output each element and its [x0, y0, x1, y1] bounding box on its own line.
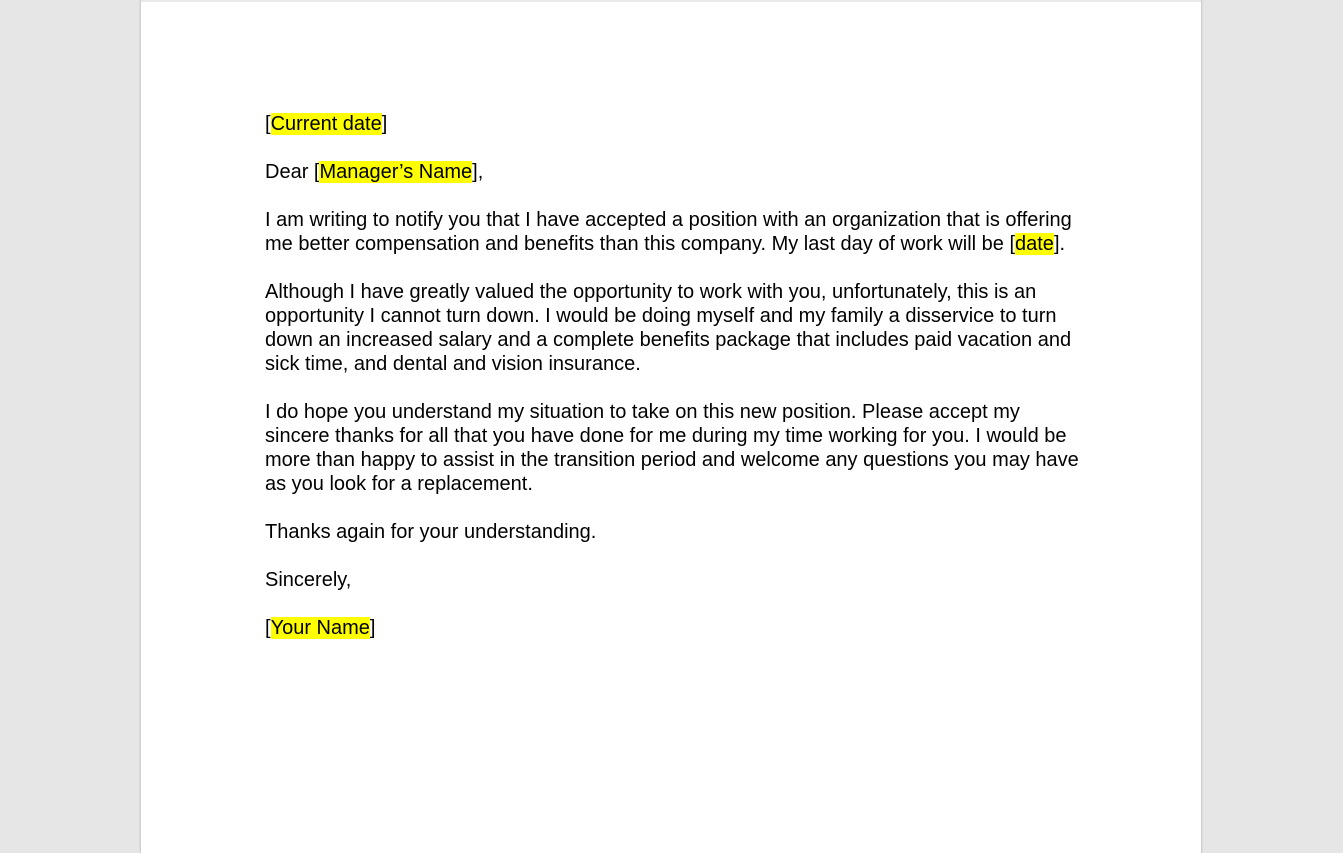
date-bracket-close: ] [381, 113, 388, 135]
closing: Sincerely, [265, 569, 352, 591]
paragraph-notice [265, 208, 1085, 256]
signature-line [265, 616, 1085, 640]
document-page[interactable] [140, 0, 1202, 853]
paragraph-thanks: I do hope you understand my situation to take on this new position. Please accept my sincere thanks for all that you have done for me during my time working for you. I would be more than happy to assist in the transition period and welcome any questions you may have as you look for a replacement. [265, 401, 1085, 495]
your-name-placeholder: Your Name [270, 617, 370, 639]
date-line [265, 112, 1085, 136]
page-top-edge [141, 0, 1201, 2]
signature-bracket-close: ] [369, 617, 376, 639]
paragraph-reason: Although I have greatly valued the opportunity to work with you, unfortunately, this is an opportunity I cannot turn down. I would be doing myself and my family a disservice to turn down an increased salary and a complete benefits package that includes paid vacation and sick time, and dental and vision insurance. [265, 281, 1077, 375]
paragraph-closing-thanks: Thanks again for your understanding. [265, 521, 597, 543]
letter-body[interactable] [265, 112, 1085, 664]
paragraph-notice-text: I am writing to notify you that I have accepted a position with an organization that is offering me better compensation and benefits than this company. My last day of work will be [ [265, 209, 1078, 255]
current-date-placeholder: Current date [270, 113, 382, 135]
date-bracket-open: [ [265, 113, 271, 135]
last-day-date-placeholder: date [1015, 233, 1054, 255]
salutation-suffix: ], [472, 161, 484, 183]
signature-bracket-open: [ [265, 617, 271, 639]
paragraph-notice-suffix: ]. [1053, 233, 1066, 255]
salutation-prefix: Dear [ [265, 161, 320, 183]
salutation [265, 160, 1085, 184]
manager-name-placeholder: Manager’s Name [319, 161, 473, 183]
